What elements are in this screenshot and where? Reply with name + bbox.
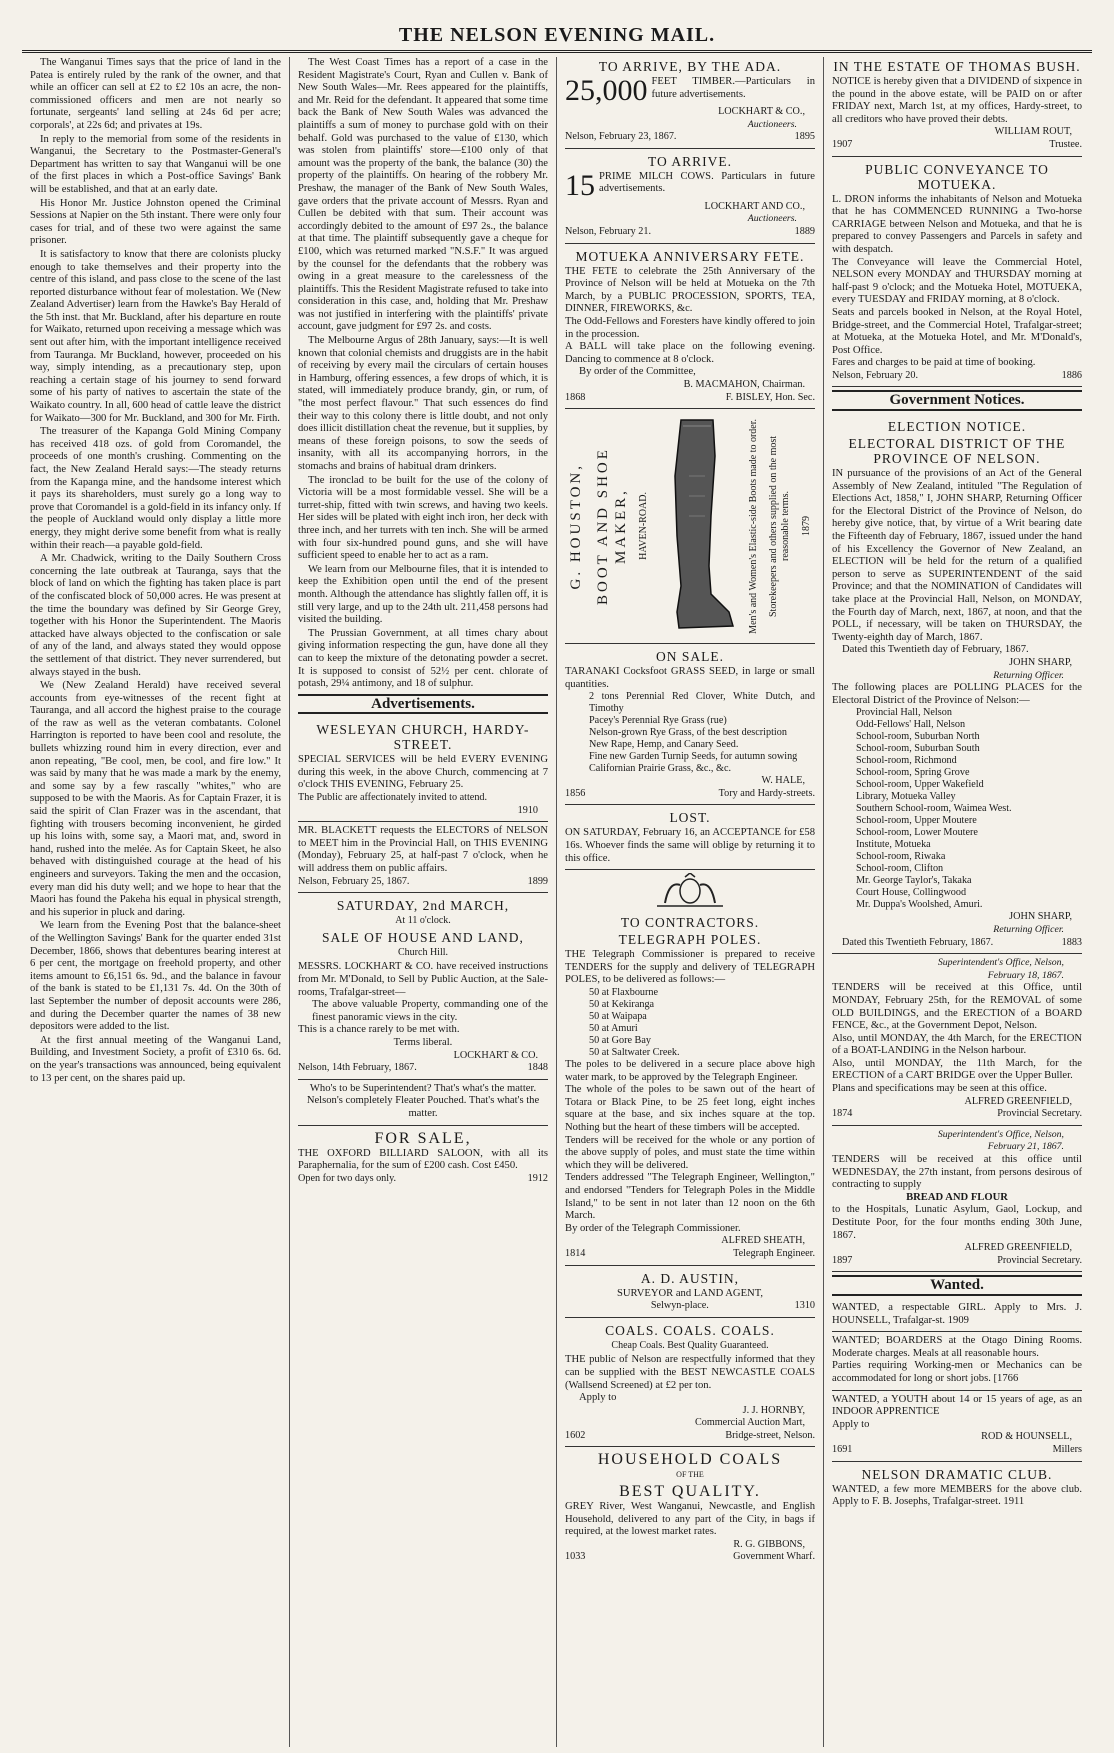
list-item: Pacey's Perennial Rye Grass (rue): [589, 715, 727, 727]
ad-big-number: 25,000: [565, 76, 648, 106]
ad-heading: BEST QUALITY.: [619, 1483, 761, 1501]
ad-heading: HOUSEHOLD COALS: [597, 1451, 783, 1469]
ad-signature: LOCKHART & CO.: [453, 1049, 538, 1061]
ad-body: Plans and specifications may be seen at this office.: [832, 1083, 1047, 1095]
ad-sale-house: [298, 893, 548, 1080]
ad-date: Nelson, February 21.: [565, 225, 652, 237]
ad-number: 1886: [1061, 369, 1082, 381]
ad-household-coals: [565, 1447, 815, 1568]
section-heading-advertisements: Advertisements.: [298, 694, 548, 715]
ad-body: L. DRON informs the inhabitants of Nelson and Motueka that he has COMMENCED RUNNING a Two-horse CARRIAGE between Nelson and Motueka, and that he is prepared to convey Passengers and Parcels in safety and with despatch.: [832, 193, 1082, 255]
ad-heading: ON SALE.: [656, 649, 724, 665]
masthead: THE NELSON EVENING MAIL.: [398, 24, 716, 46]
ad-number: [1766: [993, 1372, 1019, 1384]
list-item: School-room, Spring Grove: [856, 767, 970, 779]
ad-body: The poles to be delivered in a secure place above high water mark, to be approved by the Telegraph Engineer.: [565, 1059, 815, 1083]
ad-number: 1883: [1061, 936, 1082, 948]
ad-signature: ALFRED SHEATH,: [721, 1235, 805, 1247]
boot-illustration: [659, 416, 739, 636]
ad-wanted-boarders: [832, 1332, 1082, 1390]
ad-body: Seats and parcels booked in Nelson, at the Royal Hotel, Bridge-street, and the Commercial Hotel, Trafalgar-street; at Motueka, at the Motueka Hotel, and Mr. M'Donald's, Post Office.: [832, 306, 1082, 356]
article-paragraph: The West Coast Times has a report of a case in the Resident Magistrate's Court, Ryan and Cullen v. Bank of New South Wales—Mr. Rees appeared for the plaintiffs, and Mr. Reid for the defendant. It appeared that some time back the Bank of New South Wales was advanced the plaintiffs a sum of money to purchase gold with on their behalf. Gold was purchased to the value of £130, which was stolen from plaintiffs' store—£100 only of that amount was the property of the bank, the balance (30) the property of the plaintiffs. On hearing of the robbery Mr. Preshaw, the manager of the Bank of New South Wales, gave orders that the private account of Messrs. Ryan and Cullen be debited with that sum. Their account was accordingly debited to the amount of £97 2s., the balance at that time. The plaintiff subsequently gave a cheque for £100, which was returned marked "N.S.F." It was argued by the counsel for the defendants that the robbery was owing in a great measure to the carelessness of the plaintiffs. This the Resident Magistrate refused to take into consideration in this case, and, holding that Mr. Preshaw was not justified in interfering with the plaintiffs' private account, gave judgment for £97 2s. and costs.: [298, 57, 548, 333]
list-item: 2 tons Perennial Red Clover, White Dutch, and Timothy: [589, 691, 815, 715]
ad-body: THE public of Nelson are respectfully informed that they can be supplied with the BEST NEWCASTLE COALS (Wallsend Screened) at £2 per ton.: [565, 1354, 815, 1391]
ad-signature: F. BISLEY, Hon. Sec.: [725, 391, 815, 403]
ad-body: THE Telegraph Commissioner is prepared to receive TENDERS for the supply and delivery of TELEGRAPH POLES, to be delivered as follows:—: [565, 949, 815, 986]
list-item: 50 at Kekiranga: [589, 999, 655, 1011]
ad-heading: TELEGRAPH POLES.: [618, 932, 762, 948]
ad-tenders-buildings: [832, 954, 1082, 1126]
ad-body: A BALL will take place on the following evening. Dancing to commence at 8 o'clock.: [565, 341, 815, 365]
list-item: School-room, Upper Moutere: [856, 815, 977, 827]
ad-heading: BOOT AND SHOE MAKER,: [594, 447, 629, 606]
ad-number: 1909: [947, 1314, 969, 1326]
ad-body: SPECIAL SERVICES will be held EVERY EVENING during this week, in the above Church, commencing at 7 o'clock THIS EVENING, February 25.: [298, 754, 548, 791]
ad-signature: Auctioneers.: [747, 213, 797, 225]
ad-heading: PUBLIC CONVEYANCE TO MOTUEKA.: [865, 161, 1049, 192]
list-item: Odd-Fellows' Hall, Nelson: [856, 719, 966, 731]
ad-office-header: Superintendent's Office, Nelson,: [937, 1128, 1064, 1140]
section-heading-wanted: Wanted.: [832, 1275, 1082, 1296]
ad-body: WANTED, a YOUTH about 14 or 15 years of age, as an INDOOR APPRENTICE: [832, 1393, 1082, 1418]
ad-milch-cows: [565, 149, 815, 244]
ad-office-date: February 18, 1867.: [987, 969, 1064, 981]
ad-heading: A. D. AUSTIN,: [640, 1270, 740, 1286]
ad-body: By order of the Committee,: [579, 366, 696, 378]
ad-number: 1879: [800, 516, 812, 537]
ad-body: PRIME MILCH COWS. Particulars in future advertisements.: [599, 170, 815, 195]
ad-body: THE FETE to celebrate the 25th Anniversary of the Province of Nelson will be held at Motueka on the 7th March, by a PUBLIC PROCESSION, SPORTS, TEA, DINNER, FIREWORKS, &c.: [565, 265, 815, 315]
ad-body: FEET TIMBER.—Particulars in future advertisements.: [651, 76, 815, 100]
list-item: School-room, Suburban South: [856, 743, 980, 755]
list-item: Southern School-room, Waimea West.: [856, 803, 1012, 815]
ad-number: 1033: [565, 1551, 586, 1563]
list-item: School-room, Upper Wakefield: [856, 779, 984, 791]
ad-heading: SATURDAY, 2nd MARCH,: [336, 898, 510, 914]
column-3: [556, 57, 823, 1747]
ad-body: WANTED; BOARDERS at the Otago Dining Rooms. Moderate charges. Meals at all reasonable hours.: [832, 1335, 1082, 1359]
coat-of-arms-icon: [565, 873, 815, 913]
ad-body: The whole of the poles to be sawn out of the heart of Totara or Black Pine, to be 25 feet long, eight inches square at the base, and six inches square at the top. Nothing but the heart of these timbers will be accepted.: [565, 1084, 815, 1133]
ad-coals: [565, 1318, 815, 1448]
ad-signature: W. HALE,: [761, 775, 805, 787]
ad-signature: JOHN SHARP,: [1009, 656, 1072, 668]
ad-body: TENDERS will be received at this Office, until MONDAY, February 25th, for the REMOVAL of some OLD BUILDINGS, and the ERECTION of a BOARD FENCE, &c., at the Government Depot, Nelson.: [832, 982, 1082, 1032]
ad-dramatic-club: [832, 1462, 1082, 1513]
ad-body: Tenders will be received for the whole or any portion of the above supply of poles, and must state the time within which they will be delivered.: [565, 1134, 815, 1171]
ad-anniversary-fete: [565, 244, 815, 410]
list-item: Fine new Garden Turnip Seeds, for autumn sowing: [589, 751, 798, 763]
ad-heading: ELECTORAL DISTRICT OF THE PROVINCE OF NELSON.: [848, 436, 1066, 467]
list-item: School-room, Lower Moutere: [856, 827, 978, 839]
ad-signature: Returning Officer.: [993, 669, 1064, 681]
list-item: Californian Prairie Grass, &c., &c.: [589, 763, 732, 775]
ad-number: 1856: [565, 787, 586, 799]
ad-superintendent: [298, 1080, 548, 1126]
list-item: School-room, Suburban North: [856, 731, 980, 743]
ad-number: 1868: [565, 391, 586, 403]
list-item: School-room, Riwaka: [856, 851, 946, 863]
ad-signature: JOHN SHARP,: [1009, 911, 1072, 923]
ad-body: WANTED, a few more MEMBERS for the above club. Apply to F. B. Josephs, Trafalgar-street.: [832, 1483, 1082, 1508]
ad-body: The Conveyance will leave the Commercial Hotel, NELSON every MONDAY and THURSDAY morning at half-past 9 o'clock; and the Motueka Hotel, MOTUEKA, every TUESDAY and FRIDAY morning, at 8 o'clock.: [832, 256, 1082, 306]
list-item: Mr. George Taylor's, Takaka: [856, 875, 972, 887]
ad-number: 1910: [517, 804, 538, 816]
ad-heading: G. HOUSTON,: [568, 462, 584, 590]
ad-signature: LOCKHART AND CO.,: [704, 200, 805, 212]
ad-signature: Bridge-street, Nelson.: [725, 1429, 815, 1441]
column-2: [289, 57, 556, 1747]
ad-signature: Government Wharf.: [733, 1551, 815, 1563]
ad-tenders-bread: [832, 1126, 1082, 1273]
article-paragraph: The Prussian Government, at all times chary about giving information respecting the gun, have done all they can to keep the mixture of the detonating powder a secret. It is supposed to consist of 52½ per cent. chlorate of potash, 29¼ antimony, and 18 of sulphur.: [298, 627, 548, 690]
list-item: Institute, Motueka: [856, 839, 931, 851]
ad-number: 1889: [794, 225, 815, 237]
ad-subheading: SURVEYOR and LAND AGENT,: [616, 1287, 764, 1299]
article-paragraph: At the first annual meeting of the Wanganui Land, Building, and Investment Society, a profit of £310 6s. 6d. on the year's transactions was announced, being equivalent to 13 per cent, on the shares paid up.: [30, 1034, 281, 1084]
ad-body: MESSRS. LOCKHART & CO. have received instructions from Mr. M'Donald, to Sell by Public Auction, at the Sale-rooms, Trafalgar-street—: [298, 961, 548, 998]
ad-wesleyan: [298, 717, 548, 822]
article-paragraph: In reply to the memorial from some of the residents in Wanganui, the Secretary to the Postmaster-General's Department has written to say that Wanganui will be one of the first places in which a Post-office Savings' Bank will be established, and that at an early date.: [30, 133, 281, 195]
ad-body: IN pursuance of the provisions of an Act of the General Assembly of New Zealand, intituled "The Regulation of Elections Act, 1858," I, JOHN SHARP, Returning Officer for the Electoral District of the Province of Nelson, do hereby give notice, that, by virtue of a Writ bearing date the Fifteenth day of February, 1867, issued under the hand of his Excellency the Governor of New Zealand, an ELECTION will be held for the return of a qualified person to serve as SUPERINTENDENT of the said Province; and that the NOMINATION of Candidates will take place at the Provincial Hall, Nelson, on MONDAY, the Fourth day of March, next, 1867, at noon, and that the POLL, if necessary, will be taken on THURSDAY, the Twenty-eighth day of March, 1867.: [832, 468, 1082, 643]
ad-heading: COALS. COALS. COALS.: [605, 1322, 775, 1338]
ad-body: Also, until MONDAY, the 4th March, for the ERECTION of a BOAT-LANDING in the Nelson harbour.: [832, 1032, 1082, 1057]
ad-signature: Provincial Secretary.: [997, 1254, 1082, 1266]
ad-boot-maker: [565, 409, 815, 644]
ad-signature: ROD & HOUNSELL,: [981, 1431, 1072, 1443]
ad-body: ON SATURDAY, February 16, an ACCEPTANCE for £58 16s. Whoever finds the same will oblige by returning it to this office.: [565, 827, 815, 864]
ad-heading: TO ARRIVE, BY THE ADA.: [598, 59, 782, 74]
ad-blackett: [298, 822, 548, 893]
article-paragraph: The treasurer of the Kapanga Gold Mining Company has received 418 ozs. of gold from Coromandel, the proceeds of one month's crushing. Commenting on the fact, the New Zealand Herald says:—The steady returns from the Kapanga mine, and the handsome interest which it pays its shareholders, must surely go a long way to prove that Coromandel is a gold-field in its infancy only. If the people of Auckland would only display a little more energy, they might derive some benefit from what is really within their reach—a payable gold-field.: [30, 426, 281, 551]
list-item: 50 at Amuri: [589, 1023, 638, 1035]
ad-signature: Millers: [1052, 1443, 1082, 1455]
ad-heading: NELSON DRAMATIC CLUB.: [861, 1466, 1053, 1482]
columns: [22, 57, 1092, 1747]
ad-signature: WILLIAM ROUT,: [994, 126, 1072, 138]
column-4: [823, 57, 1090, 1747]
ad-conveyance: [832, 157, 1082, 388]
ad-timber-ada: [565, 59, 815, 149]
ad-body: to the Hospitals, Lunatic Asylum, Gaol, Lockup, and Destitute Poor, for the four months ending 30th June, 1867.: [832, 1204, 1082, 1241]
ad-highlight: BREAD AND FLOUR: [906, 1191, 1008, 1203]
ad-signature: Telegraph Engineer.: [733, 1247, 815, 1259]
ad-subheading: Church Hill.: [398, 946, 448, 958]
ad-signature: Auctioneers.: [747, 118, 797, 130]
list-item: 50 at Gore Bay: [589, 1035, 651, 1047]
ad-body: The Public are affectionately invited to attend.: [298, 792, 488, 804]
ad-heading: WESLEYAN CHURCH, HARDY-STREET.: [316, 722, 530, 753]
ad-signature: J. J. HORNBY,: [742, 1404, 805, 1416]
ad-body: Nelson's completely Fleater Pouched. That's what's the matter.: [306, 1095, 540, 1119]
ad-estate-bush: [832, 59, 1082, 157]
polling-places-list: [832, 707, 1082, 911]
article-paragraph: The Melbourne Argus of 28th January, says:—It is well known that colonial chemists and druggists are in the habit of receiving by every mail the circulars of certain houses in Hamburg, offering essences, a few drops of which, it is stated, will immediately produce brandy, gin, or rum, of "the most perfect flavour." That such essences do find their way to this colony there is little doubt, and not only does illicit distillation cheat the revenue, but it supplies, by means of these foreign poisons, to sow the seeds of insanity, with all its accompanying horrors, in the stomachs and brains of habitual dram drinkers.: [298, 335, 548, 472]
ad-date: Nelson, 14th February, 1867.: [298, 1062, 417, 1074]
ad-address: Selwyn-place.: [650, 1300, 709, 1312]
ad-date: Nelson, February 20.: [832, 369, 919, 381]
list-item: Nelson-grown Rye Grass, of the best description: [589, 727, 787, 739]
ad-date: Nelson, February 25, 1867.: [298, 875, 410, 887]
ad-heading: SALE OF HOUSE AND LAND,: [322, 929, 524, 945]
ad-number: 1691: [832, 1443, 853, 1455]
ad-body: The following places are POLLING PLACES for the Electoral District of the Province of Nelson:—: [832, 682, 1082, 706]
ad-number: 1874: [832, 1108, 853, 1120]
ad-heading: FOR SALE,: [374, 1129, 472, 1147]
list-item: Provincial Hall, Nelson: [856, 707, 952, 719]
ad-signature: Returning Officer.: [993, 923, 1064, 935]
ad-body: The Odd-Fellows and Foresters have kindly offered to join in the procession.: [565, 315, 815, 340]
ad-grass-seed: [565, 644, 815, 805]
ad-body: TARANAKI Cocksfoot GRASS SEED, in large or small quantities.: [565, 666, 815, 690]
ad-number: 1907: [832, 138, 853, 150]
ad-heading: IN THE ESTATE OF THOMAS BUSH.: [833, 59, 1081, 74]
ad-body: Apply to: [579, 1392, 617, 1404]
ad-heading: MOTUEKA ANNIVERSARY FETE.: [575, 248, 805, 264]
ad-number: 1897: [832, 1254, 853, 1266]
ad-body: WANTED, a respectable GIRL. Apply to Mrs. J. HOUNSELL, Trafalgar-st.: [832, 1301, 1082, 1326]
ad-body: The above valuable Property, commanding one of the finest panoramic views in the city.: [312, 999, 548, 1023]
ad-body: Who's to be Superintendent? That's what's the matter.: [309, 1082, 537, 1094]
ad-body: This is a chance rarely to be met with.: [298, 1024, 460, 1036]
ad-terms: Terms liberal.: [393, 1036, 453, 1048]
article-paragraph: The Wanganui Times says that the price of land in the Patea is entirely ruled by the rank of the owner, and that while an officer can sell at £2 to £2 10s an acre, the non-commissioned officers and men are not nearly so fortunate, sergeants' land selling at 24s 6d per acre; corporals', at 22s 6d; and privates at 19s.: [30, 57, 281, 131]
ad-heading: LOST.: [669, 810, 711, 826]
ad-office-header: Superintendent's Office, Nelson,: [937, 957, 1064, 969]
ad-date: Dated this Twentieth day of February, 1867.: [842, 644, 1029, 656]
ad-office-date: February 21, 1867.: [987, 1141, 1064, 1153]
ad-subheading: At 11 o'clock.: [395, 915, 451, 927]
ad-telegraph-poles: [565, 870, 815, 1265]
section-heading-government-notices: Government Notices.: [832, 390, 1082, 411]
list-item: School-room, Richmond: [856, 755, 957, 767]
list-item: Court House, Collingwood: [856, 887, 967, 899]
ad-big-number: 15: [565, 170, 595, 201]
ad-body: Parties requiring Working-men or Mechanics can be accommodated for long or short jobs.: [832, 1360, 1082, 1384]
list-item: New Rape, Hemp, and Canary Seed.: [589, 739, 739, 751]
ad-signature: Provincial Secretary.: [997, 1108, 1082, 1120]
list-item: Library, Motueka Valley: [856, 791, 956, 803]
ad-subheading: OF THE: [676, 1470, 704, 1480]
article-paragraph: It is satisfactory to know that there are colonists plucky enough to take themselves and their property into the centre of this island, and pass close to the scene of the last reported disturbance without fear of molestation. We (New Zealand Advertiser) learn from the Hawke's Bay Herald of the 5th inst. that Mr. Buckland, after his departure en route for Waikato, returned upon receiving a message which was sent out after him, with the important intelligence received from Tauranga. Mr Buckland, however, proceeded on his way, simply intending, as a precautionary step, upon reaching a certain stage of his journey to send forward some of his party of natives to ascertain the state of the Waikato country. In all, 600 head of cattle leave the district for Waikato—300 for Mr. Buckland, and 300 for Mr. Firth.: [30, 248, 281, 424]
ad-signature: ALFRED GREENFIELD,: [964, 1242, 1072, 1254]
ad-signature: ALFRED GREENFIELD,: [964, 1095, 1072, 1107]
column-1: [22, 57, 289, 1747]
article-paragraph: The ironclad to be built for the use of the colony of Victoria will be a most formidable vessel. She will be a turret-ship, fitted with twin screws, and having two keels. Her sides will be plated with eight inch iron, her deck with three inch, and her turrets with ten inch. She will be armed with four six-hundred pound guns, and she will have sufficient speed to enable her to act as a ram.: [298, 474, 548, 562]
list-item: 50 at Waipapa: [589, 1011, 647, 1023]
list-item: School-room, Clifton: [856, 863, 944, 875]
ad-body: MR. BLACKETT requests the ELECTORS of NELSON to MEET him in the Provincial Hall, on THIS EVENING (Monday), February 25, at half-past 7 o'clock, when he will address them on public affairs.: [298, 825, 548, 875]
ad-wanted-girl: [832, 1299, 1082, 1332]
list-item: 50 at Saltwater Creek.: [589, 1047, 680, 1059]
ad-number: 1899: [527, 875, 548, 887]
ad-wanted-youth: [832, 1391, 1082, 1462]
ad-signature: B. MACMAHON, Chairman.: [683, 378, 805, 390]
ad-election-notice: [832, 414, 1082, 954]
ad-signature: Trustee.: [1049, 138, 1082, 150]
ad-austin: [565, 1266, 815, 1318]
ad-body: Fares and charges to be paid at time of booking.: [832, 357, 1036, 369]
ad-body: Apply to: [832, 1418, 870, 1430]
ad-heading: TO ARRIVE.: [647, 153, 732, 169]
ad-subheading: Cheap Coals. Best Quality Guaranteed.: [611, 1339, 769, 1351]
ad-signature: Commercial Auction Mart,: [694, 1417, 805, 1429]
ad-number: 1310: [794, 1300, 815, 1312]
ad-body: GREY River, West Wanganui, Newcastle, and English Household, delivered to any part of the City, in bags if required, at the lowest market rates.: [565, 1501, 815, 1538]
list-item: 50 at Flaxbourne: [589, 987, 659, 999]
ad-number: 1895: [794, 131, 815, 143]
ad-heading: ELECTION NOTICE.: [887, 419, 1027, 435]
ad-signature: LOCKHART & CO.,: [718, 106, 805, 117]
article-paragraph: We learn from the Evening Post that the balance-sheet of the Wellington Savings' Bank for the quarter ended 31st December, 1866, shows that debentures bearing interest at 6 per cent, the mortgage on freehold property, and other items amount to £6,151 6s. 9d., and the balance in favour of the bank is stated to be £1,131 7s. 4d. On the 30th of last September the number of deposit accounts were 286, and during the December quarter the names of 38 new depositors were added to the list.: [30, 920, 281, 1033]
ad-date: Nelson, February 23, 1867.: [565, 131, 677, 143]
ad-body: Also, until MONDAY, the 11th March, for the ERECTION of a CART BRIDGE over the Upper Buller.: [832, 1057, 1082, 1082]
article-paragraph: We learn from our Melbourne files, that it is intended to keep the Exhibition open until the end of the present month. Although the attendance has slightly fallen off, it is still very large, and up to the 24th ult. 211,458 persons had visited the building.: [298, 563, 548, 626]
list-item: Mr. Duppa's Woolshed, Amuri.: [856, 899, 983, 911]
masthead-rule: [22, 50, 1092, 53]
ad-address: HAVEN-ROAD.: [638, 492, 650, 561]
ad-body: TENDERS will be received at this office until WEDNESDAY, the 27th instant, from persons desirous of contracting to supply: [832, 1154, 1082, 1191]
article-paragraph: His Honor Mr. Justice Johnston opened the Criminal Sessions at Napier on the 5th instant. There were only four cases for trial, and of these two were against the same prisoner.: [30, 197, 281, 247]
ad-number: 1848: [527, 1062, 548, 1074]
ad-heading: TO CONTRACTORS.: [620, 915, 760, 931]
ad-body: Men's and Women's Elastic-side Boots made to order.: [747, 418, 759, 634]
article-paragraph: A Mr. Chadwick, writing to the Daily Southern Cross concerning the late outbreak at Tauranga, says that the block of land on which the fighting has taken place is part of the confiscated block of 50,000 acres. He was present at the time the boundary was defined by Sir George Grey, together with his Honor the Superintendent. The Maoris attacked have always objected to the confiscation or sale of any of the land, and always stated they would oppose the settlement of that district. They never surrendered, but always stayed in the bush.: [30, 553, 281, 678]
ad-for-sale: [298, 1126, 548, 1190]
ad-number: 1814: [565, 1247, 586, 1259]
ad-lost: [565, 805, 815, 870]
article-paragraph: We (New Zealand Herald) have received several accounts from eye-witnesses of the recent fight at Tauranga, and all accord the highest praise to the courage of the raw as well as the veteran combatants. Colonel Harrington is reported to have been cool and resolute, the bullets whizzing round him in every direction, ever and anon repeating, "Be cool, men, be cool, and fire low." It was said by many that he was made a mark by the enemy, and some say by a few rascally "whites," who are supposed to be with the Maoris. As for Captain Frazer, it is said the spirit of Clan Frazer was in the ascendant, that fighting with trousers becoming inconvenient, he girded up his loins with, some say, a Maori mat, and, sword in hand, rushed into the melée. As for Captain Skeet, he also behaved with distinguished courage at the head of his engineers and surveyors. Taking the men and the occasion, every man did his duty well; and we hope to hear that the Maori has found the Pakeha his equal in physical strength, and his superior in pluck and daring.: [30, 680, 281, 918]
ad-body: NOTICE is hereby given that a DIVIDEND of sixpence in the pound in the above estate, will be PAID on or after FRIDAY next, March 1st, at my offices, Hardy-street, to all creditors who have proved their debts.: [832, 76, 1082, 125]
ad-signature: Tory and Hardy-streets.: [718, 787, 815, 799]
ad-body: THE OXFORD BILLIARD SALOON, with all its Paraphernalia, for the sum of £200 cash. Cost £450.: [298, 1147, 548, 1172]
ad-body: Storekeepers and others supplied on the most reasonable terms.: [768, 435, 792, 617]
ad-date: Dated this Twentieth February, 1867.: [842, 936, 994, 948]
ad-signature: R. G. GIBBONS,: [733, 1538, 805, 1550]
ad-body: Open for two days only.: [298, 1172, 397, 1184]
ad-number: 1912: [527, 1172, 548, 1184]
ad-number: 1911: [1003, 1496, 1025, 1508]
ad-body: Tenders addressed "The Telegraph Engineer, Wellington," and endorsed "Tenders for Telegraph Poles in the Middle Island," to be sent in not later than 12 noon on the 6th March.: [565, 1172, 815, 1222]
ad-body: By order of the Telegraph Commissioner.: [565, 1222, 741, 1234]
ad-number: 1602: [565, 1429, 586, 1441]
